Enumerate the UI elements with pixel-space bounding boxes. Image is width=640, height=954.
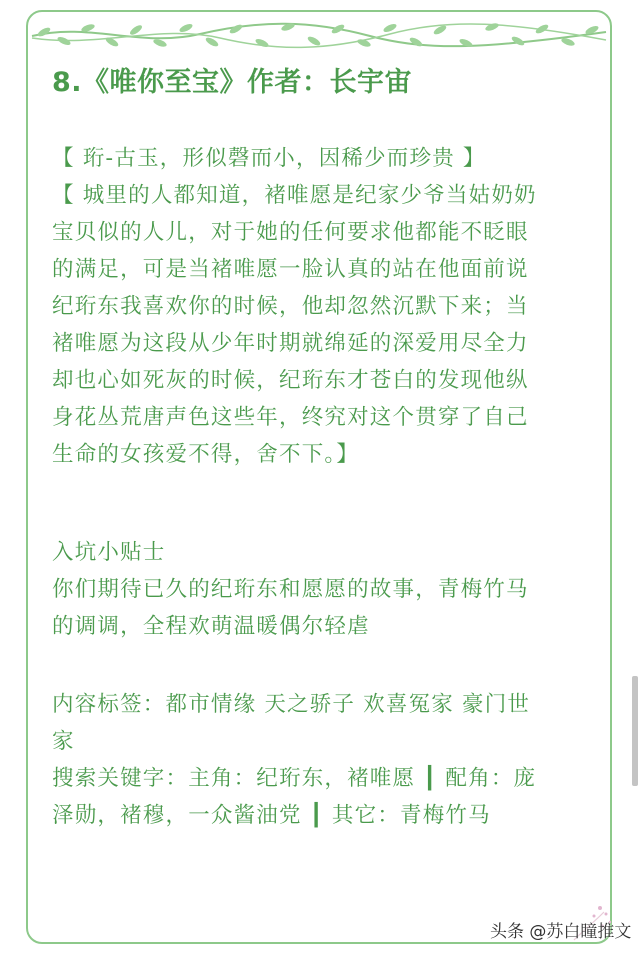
synopsis bbox=[52, 140, 592, 473]
synopsis-line: 褚唯愿为这段从少年时期就绵延的深爱用尽全力 bbox=[52, 331, 529, 356]
synopsis-line: 却也心如死灰的时候，纪珩东才苍白的发现他纵 bbox=[52, 368, 529, 393]
synopsis-line: 【 珩-古玉，形似磬而小，因稀少而珍贵 】 bbox=[52, 146, 486, 171]
keywords-line: 搜索关键字：主角：纪珩东，褚唯愿 ┃ 配角：庞 bbox=[52, 766, 537, 791]
synopsis-line: 身花丛荒唐声色这些年，终究对这个贯穿了自己 bbox=[52, 405, 529, 430]
tips-line: 的调调，全程欢萌温暖偶尔轻虐 bbox=[52, 614, 370, 639]
watermark: 头条 @苏白瞳推文 bbox=[490, 922, 632, 942]
synopsis-line: 【 城里的人都知道，褚唯愿是纪家少爷当姑奶奶 bbox=[52, 183, 537, 208]
article-title: 8.《唯你至宝》作者：长宇宙 bbox=[52, 67, 413, 98]
tags-line: 内容标签：都市情缘 天之骄子 欢喜冤家 豪门世 bbox=[52, 692, 531, 717]
tips-heading: 入坑小贴士 bbox=[52, 540, 166, 565]
tips-line: 你们期待已久的纪珩东和愿愿的故事，青梅竹马 bbox=[52, 577, 529, 602]
scrollbar[interactable] bbox=[632, 676, 638, 786]
synopsis-line: 纪珩东我喜欢你的时候，他却忽然沉默下来；当 bbox=[52, 294, 529, 319]
tips-section bbox=[52, 534, 592, 645]
synopsis-line: 宝贝似的人儿，对于她的任何要求他都能不眨眼 bbox=[52, 220, 529, 245]
tags-section bbox=[52, 686, 592, 834]
keywords-line: 泽勋，褚穆，一众酱油党 ┃ 其它：青梅竹马 bbox=[52, 803, 491, 828]
tags-line: 家 bbox=[52, 729, 75, 754]
synopsis-line: 的满足，可是当褚唯愿一脸认真的站在他面前说 bbox=[52, 257, 529, 282]
vine-decoration-icon bbox=[30, 14, 608, 54]
synopsis-line: 生命的女孩爱不得，舍不下。】 bbox=[52, 442, 360, 467]
